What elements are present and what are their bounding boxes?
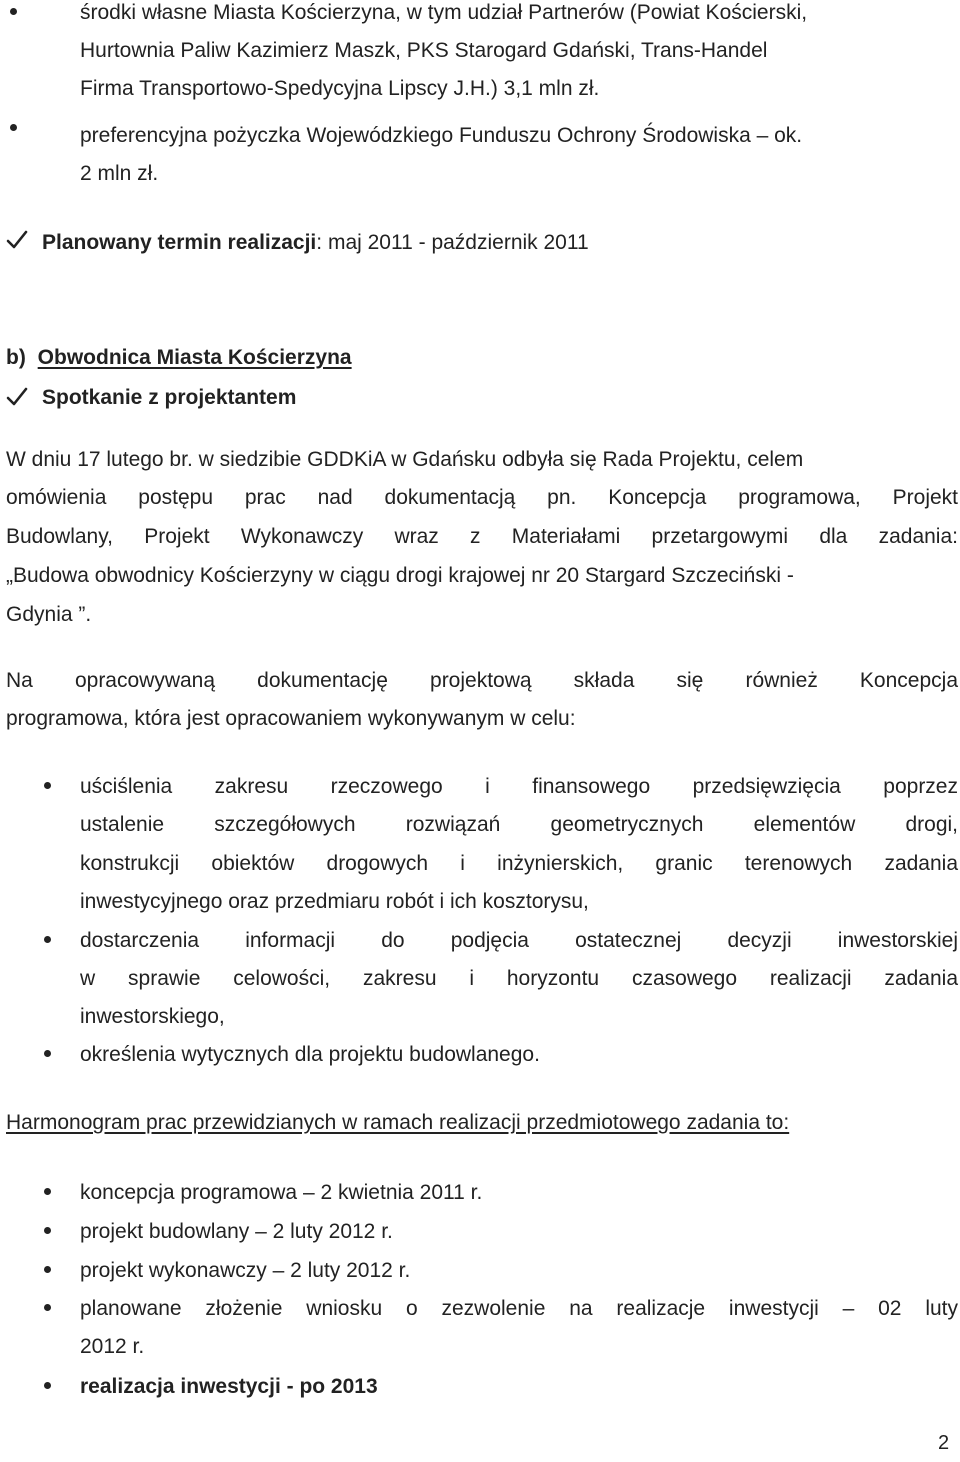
schedule-item-2: projekt budowlany – 2 luty 2012 r. bbox=[80, 1220, 393, 1243]
schedule-item-4-line-1: planowane złożenie wniosku o zezwolenie na realizacje inwestycji – 02 luty bbox=[80, 1297, 958, 1320]
goal-1-line-4: inwestycyjnego oraz przedmiaru robót i ich kosztorysu, bbox=[80, 890, 589, 913]
funding-item-1-line-3: Firma Transportowo-Spedycyjna Lipscy J.H.) 3,1 mln zł. bbox=[80, 77, 600, 100]
bullet-icon bbox=[44, 1304, 51, 1311]
schedule-item-1: koncepcja programowa – 2 kwietnia 2011 r. bbox=[80, 1181, 483, 1204]
funding-item-1-line-1: środki własne Miasta Kościerzyna, w tym udział Partnerów (Powiat Kościerski, bbox=[80, 1, 808, 24]
schedule-item-5: realizacja inwestycji - po 2013 bbox=[80, 1375, 378, 1398]
paragraph-1-line-3: Budowlany, Projekt Wykonawczy wraz z Materiałami przetargowymi dla zadania: bbox=[6, 525, 958, 548]
goal-1-line-1: uściślenia zakresu rzeczowego i finansowego przedsięwzięcia poprzez bbox=[80, 775, 958, 798]
goal-1-line-2: ustalenie szczegółowych rozwiązań geometrycznych elementów drogi, bbox=[80, 813, 958, 836]
bullet-icon bbox=[44, 1266, 51, 1273]
schedule-item-3: projekt wykonawczy – 2 luty 2012 r. bbox=[80, 1259, 411, 1282]
section-b-heading bbox=[6, 339, 352, 377]
paragraph-2-line-2: programowa, która jest opracowaniem wykonywanym w celu: bbox=[6, 707, 576, 730]
paragraph-1-line-4: „Budowa obwodnicy Kościerzyny w ciągu drogi krajowej nr 20 Stargard Szczeciński - bbox=[6, 564, 794, 587]
funding-item-2-line-1: preferencyjna pożyczka Wojewódzkiego Funduszu Ochrony Środowiska – ok. bbox=[80, 124, 803, 147]
term-value: : maj 2011 - październik 2011 bbox=[316, 231, 589, 254]
bullet-icon bbox=[44, 936, 51, 943]
schedule-item-4-line-2: 2012 r. bbox=[80, 1335, 145, 1358]
section-b-prefix: b) bbox=[6, 346, 26, 369]
meeting-subheading: Spotkanie z projektantem bbox=[42, 386, 297, 409]
section-b-title: Obwodnica Miasta Kościerzyna bbox=[37, 346, 352, 369]
bullet-icon bbox=[44, 1188, 51, 1195]
goal-3-line-1: określenia wytycznych dla projektu budowlanego. bbox=[80, 1043, 540, 1066]
paragraph-1-line-2: omówienia postępu prac nad dokumentacją pn. Koncepcja programowa, Projekt bbox=[6, 486, 958, 509]
goal-2-line-2: w sprawie celowości, zakresu i horyzontu czasowego realizacji zadania bbox=[80, 967, 958, 990]
harmonogram-title: Harmonogram prac przewidzianych w ramach realizacji przedmiotowego zadania to: bbox=[6, 1111, 790, 1134]
bullet-icon bbox=[44, 782, 51, 789]
bullet-icon bbox=[44, 1382, 51, 1389]
checkmark-icon bbox=[6, 386, 28, 408]
bullet-icon bbox=[10, 124, 17, 131]
term-line bbox=[42, 224, 589, 262]
paragraph-2-line-1: Na opracowywaną dokumentację projektową składa się również Koncepcja bbox=[6, 669, 958, 692]
goal-1-line-3: konstrukcji obiektów drogowych i inżynierskich, granic terenowych zadania bbox=[80, 852, 958, 875]
goal-2-line-1: dostarczenia informacji do podjęcia ostatecznej decyzji inwestorskiej bbox=[80, 929, 958, 952]
goal-2-line-3: inwestorskiego, bbox=[80, 1005, 225, 1028]
paragraph-1-line-1: W dniu 17 lutego br. w siedzibie GDDKiA w Gdańsku odbyła się Rada Projektu, celem bbox=[6, 448, 804, 471]
funding-item-2-line-2: 2 mln zł. bbox=[80, 162, 159, 185]
bullet-icon bbox=[10, 8, 17, 15]
paragraph-1-line-5: Gdynia ”. bbox=[6, 603, 92, 626]
page-number: 2 bbox=[938, 1432, 950, 1454]
bullet-icon bbox=[44, 1227, 51, 1234]
bullet-icon bbox=[44, 1050, 51, 1057]
checkmark-icon bbox=[6, 229, 28, 251]
term-label: Planowany termin realizacji bbox=[42, 231, 317, 254]
funding-item-1-line-2: Hurtownia Paliw Kazimierz Maszk, PKS Starogard Gdański, Trans-Handel bbox=[80, 39, 768, 62]
